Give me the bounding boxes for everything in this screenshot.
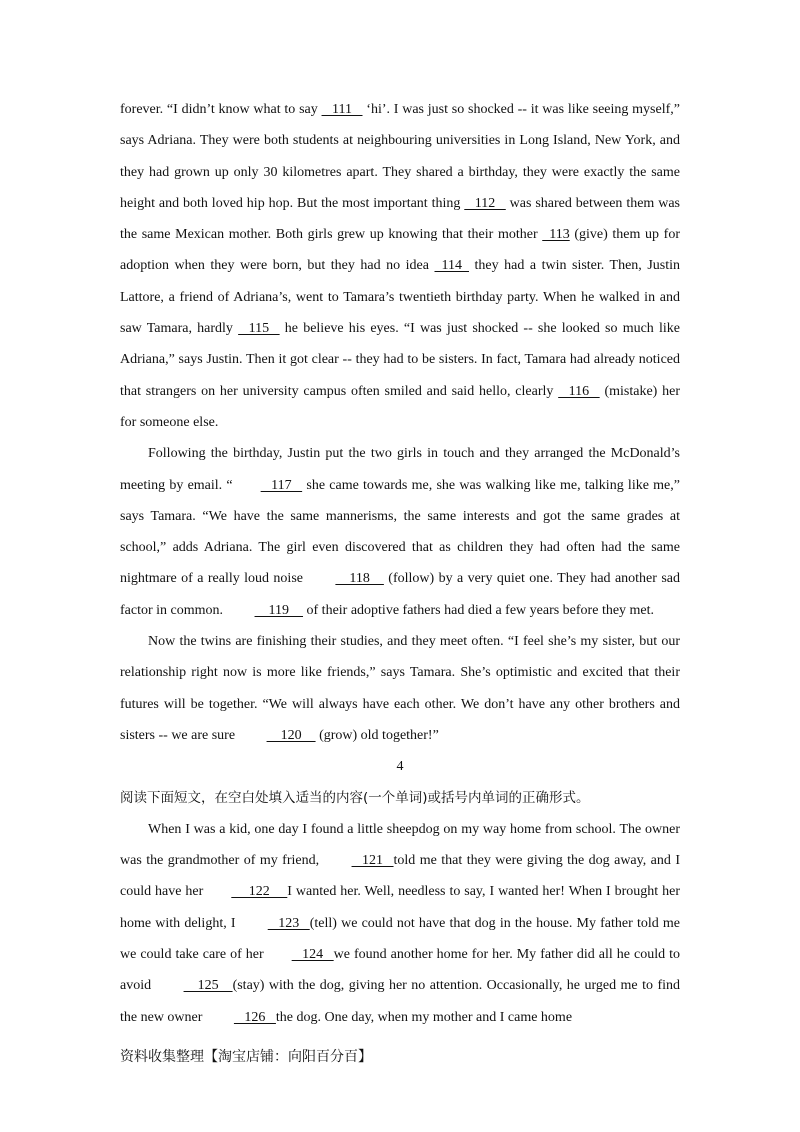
text-run: (follow) by a very quiet one. They had another sad factor in common. (120, 571, 680, 618)
text-run: we found another home for her. My father did all he could to avoid (120, 947, 680, 994)
blank-119: 119 (254, 602, 304, 618)
page-content (120, 94, 680, 1033)
text-run: of their adoptive fathers had died a few years before they met. (303, 602, 655, 618)
blank-122: 122 (231, 884, 288, 900)
blank-116: 116 (558, 383, 600, 399)
text-run: was shared between them was the same Mexican mother. Both girls grew up knowing that their mother (120, 195, 680, 243)
instruction-text: 阅读下面短文，在空白处填入适当的内容(一个单词)或括号内单词的正确形式。 (120, 789, 590, 806)
text-run: forever. “I didn’t know what to say (120, 102, 322, 117)
text-run: (mistake) her for someone else. (120, 383, 680, 430)
text-run: (give) them up for adoption when they were born, but they had no idea (120, 227, 680, 274)
blank-126: 126 (233, 1009, 276, 1025)
section-number: 4 (396, 759, 404, 775)
blank-113: 113 (542, 227, 570, 243)
passage4-paragraph-1 (120, 814, 680, 1033)
page-footer: 资料收集整理【淘宝店铺：向阳百分百】 (120, 1049, 372, 1065)
blank-114: 114 (434, 258, 469, 274)
blank-117: 117 (260, 477, 303, 493)
passage3-paragraph-1 (120, 94, 680, 438)
blank-115: 115 (238, 321, 280, 337)
text-run: he believe his eyes. “I was just shocked -- she looked so much like Adriana,” says Justin. Then it got clear -- they had to be sisters. In fact, Tamara had already noticed that strangers on her university campus often smiled and said hello, clearly (120, 321, 680, 399)
blank-111: 111 (321, 102, 363, 117)
text-run: the dog. One day, when my mother and I came home (275, 1009, 573, 1025)
text-run: Now the twins are finishing their studies, and they meet often. “I feel she’s my sister, but our relationship right now is more like friends,” says Tamara. She’s optimistic and excited that their futures will be together. “We will always have each other. We don’t have any other brothers and sisters -- we are sure (120, 634, 680, 743)
blank-112: 112 (464, 195, 506, 211)
blank-125: 125 (183, 978, 233, 994)
text-run: (tell) we could not have that dog in the house. My father told me we could take care of her (120, 915, 680, 963)
passage3-paragraph-3 (120, 626, 680, 751)
text-run: (stay) with the dog, giving her no attention. Occasionally, he urged me to find the new owner (120, 978, 680, 1025)
text-run: (grow) old together!” (315, 727, 439, 743)
text-run: ‘hi’. I was just so shocked -- it was like seeing myself,” says Adriana. They were both students at neighbouring universities in Long Island, New York, and they had grown up only 30 kilometres apart. They shared a birthday, they were exactly the same height and both loved hip hop. But the most important thing (120, 102, 680, 211)
blank-118: 118 (335, 571, 384, 587)
text-run: Following the birthday, Justin put the two girls in touch and they arranged the McDonald’s meeting by email. “ (120, 446, 680, 493)
blank-124: 124 (291, 947, 334, 963)
blank-120: 120 (266, 727, 316, 743)
text-run: I wanted her. Well, needless to say, I wanted her! When I brought her home with delight, I (120, 884, 680, 931)
blank-123: 123 (267, 915, 310, 931)
passage3-paragraph-2 (120, 438, 680, 626)
text-run: When I was a kid, one day I found a little sheepdog on my way home from school. The owner was the grandmother of my friend, (120, 821, 680, 869)
blank-121: 121 (351, 853, 394, 869)
text-run: she came towards me, she was walking like me, talking like me,” says Tamara. “We have the same mannerisms, the same interests and got the same grades at school,” adds Adriana. The girl even discovered that as children they had often had the same nightmare of a really loud noise (120, 477, 680, 587)
text-run: they had a twin sister. Then, Justin Lattore, a friend of Adriana’s, went to Tamara’s twentieth birthday party. When he walked in and saw Tamara, hardly (120, 258, 681, 337)
text-run: told me that they were giving the dog away, and I could have her (120, 853, 680, 900)
